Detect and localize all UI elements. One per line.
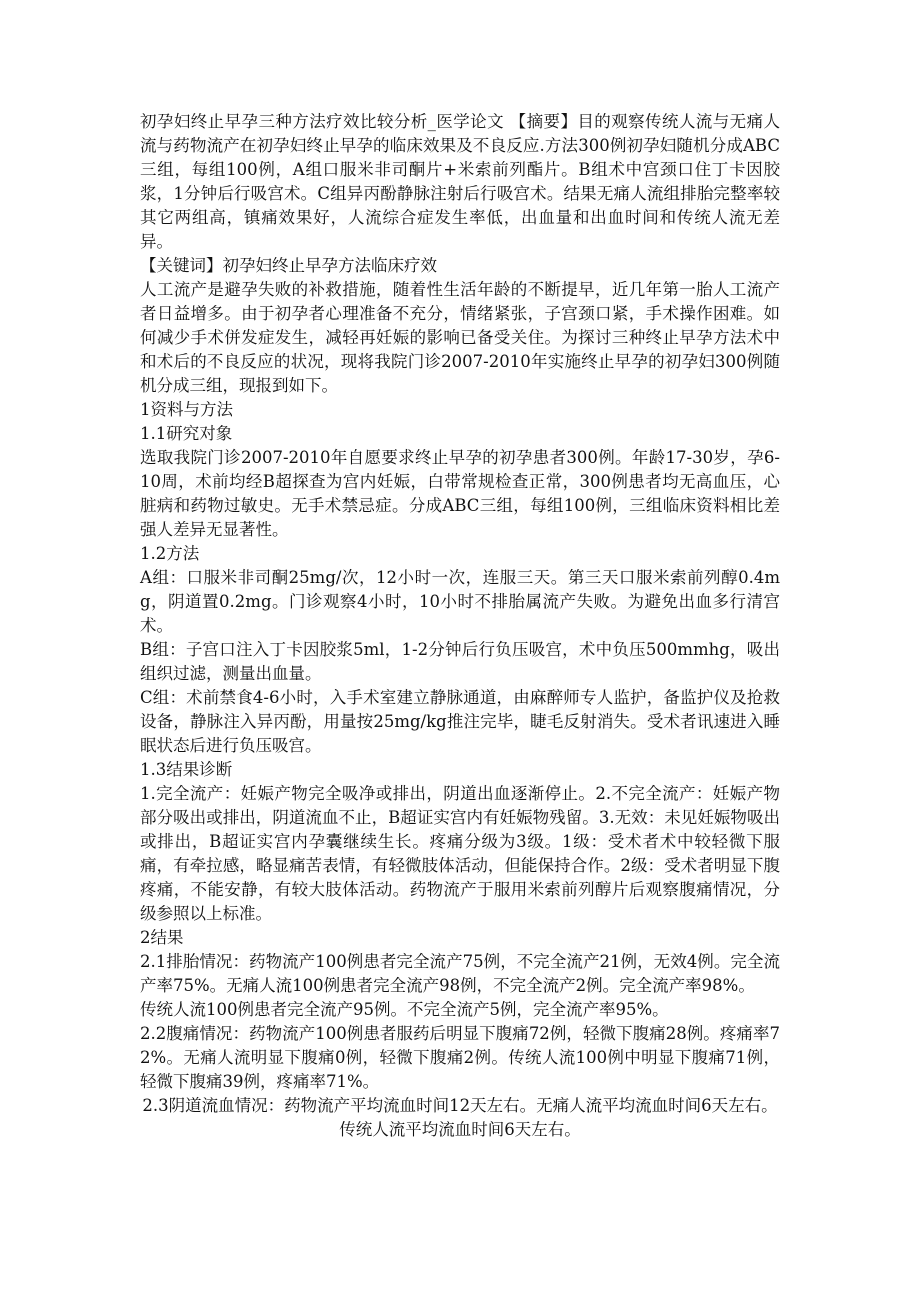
group-b-paragraph: B组：子宫口注入丁卡因胶浆5ml，1-2分钟后行负压吸宫，术中负压500mmhg，吸出组织过滤，测量出血量。 xyxy=(140,640,780,683)
section-2-2-paragraph: 2.2腹痛情况：药物流产100例患者服药后明显下腹痛72例，轻微下腹痛28例。疼痛率72%。无痛人流明显下腹痛0例，轻微下腹痛2例。传统人流100例中明显下腹痛71例，轻微下腹痛39例，疼痛率71%。 xyxy=(140,1024,780,1091)
abstract-paragraph: 初孕妇终止早孕三种方法疗效比较分析_医学论文 【摘要】目的观察传统人流与无痛人流与药物流产在初孕妇终止早孕的临床效果及不良反应.方法300例初孕妇随机分成ABC三组，每组100例，A组口服米非司酮片+米索前列酯片。B组术中宫颈口住丁卡因胶浆，1分钟后行吸宫术。C组异丙酚静脉注射后行吸宫术。结果无痛人流组排胎完整率较其它两组高，镇痛效果好，人流综合症发生率低，出血量和出血时间和传统人流无差异。 xyxy=(140,112,780,251)
group-c-paragraph: C组：术前禁食4-6小时，入手术室建立静脉通道，由麻醉师专人监护，备监护仪及抢救设备，静脉注入异丙酚，用量按25mg/kg推注完毕，睫毛反射消失。受术者讯速进入睡眠状态后进行负压吸宫。 xyxy=(140,688,780,755)
section-1-3-heading: 1.3结果诊断 xyxy=(140,760,233,779)
section-2-1-paragraph: 2.1排胎情况：药物流产100例患者完全流产75例，不完全流产21例，无效4例。完全流产率75%。无痛人流100例患者完全流产98例，不完全流产2例。完全流产率98%。 xyxy=(140,952,780,995)
keywords-line: 【关键词】初孕妇终止早孕方法临床疗效 xyxy=(140,256,437,275)
section-1-2-heading: 1.2方法 xyxy=(140,544,200,563)
section-1-1-heading: 1.1研究对象 xyxy=(140,424,233,443)
section-2-heading: 2结果 xyxy=(140,928,184,947)
intro-paragraph: 人工流产是避孕失败的补救措施，随着性生活年龄的不断提早，近几年第一胎人工流产者日益增多。由于初孕者心理准备不充分，情绪紧张，子宫颈口紧，手术操作困难。如何减少手术併发症发生，减轻再妊娠的影响已备受关住。为探讨三种终止早孕方法术中和术后的不良反应的状况，现将我院门诊2007-2010年实施终止早孕的初孕妇300例随机分成三组，现报到如下。 xyxy=(140,280,780,395)
section-1-3-paragraph: 1.完全流产：妊娠产物完全吸净或排出，阴道出血逐渐停止。2.不完全流产：妊娠产物部分吸出或排出，阴道流血不止，B超证实宫内有妊娠物残留。3.无效：未见妊娠物吸出或排出，B超证实宫内孕囊继续生长。疼痛分级为3级。1级：受术者术中较轻微下服痛，有牵拉感，略显痛苦表情，有轻微肢体活动，但能保持合作。2级：受术者明显下腹疼痛，不能安静，有较大肢体活动。药物流产于服用米索前列醇片后观察腹痛情况，分级参照以上标准。 xyxy=(140,784,780,923)
section-1-1-paragraph: 选取我院门诊2007-2010年自愿要求终止早孕的初孕患者300例。年龄17-30岁，孕6-10周，术前均经B超探查为宫内妊娠，白带常规检查正常，300例患者均无高血压，心脏病和药物过敏史。无手术禁忌症。分成ABC三组，每组100例，三组临床资料相比差强人差异无显著性。 xyxy=(140,448,780,539)
section-1-heading: 1资料与方法 xyxy=(140,400,233,419)
section-2-1-continued: 传统人流100例患者完全流产95例。不完全流产5例，完全流产率95%。 xyxy=(140,1000,669,1019)
group-a-paragraph: A组：口服米非司酮25mg/次，12小时一次，连服三天。第三天口服米索前列醇0.4mg，阴道置0.2mg。门诊观察4小时，10小时不排胎属流产失败。为避免出血多行清宫术。 xyxy=(140,568,780,635)
section-2-3-paragraph: 2.3阴道流血情况：药物流产平均流血时间12天左右。无痛人流平均流血时间6天左右。传统人流平均流血时间6天左右。 xyxy=(142,1096,778,1139)
